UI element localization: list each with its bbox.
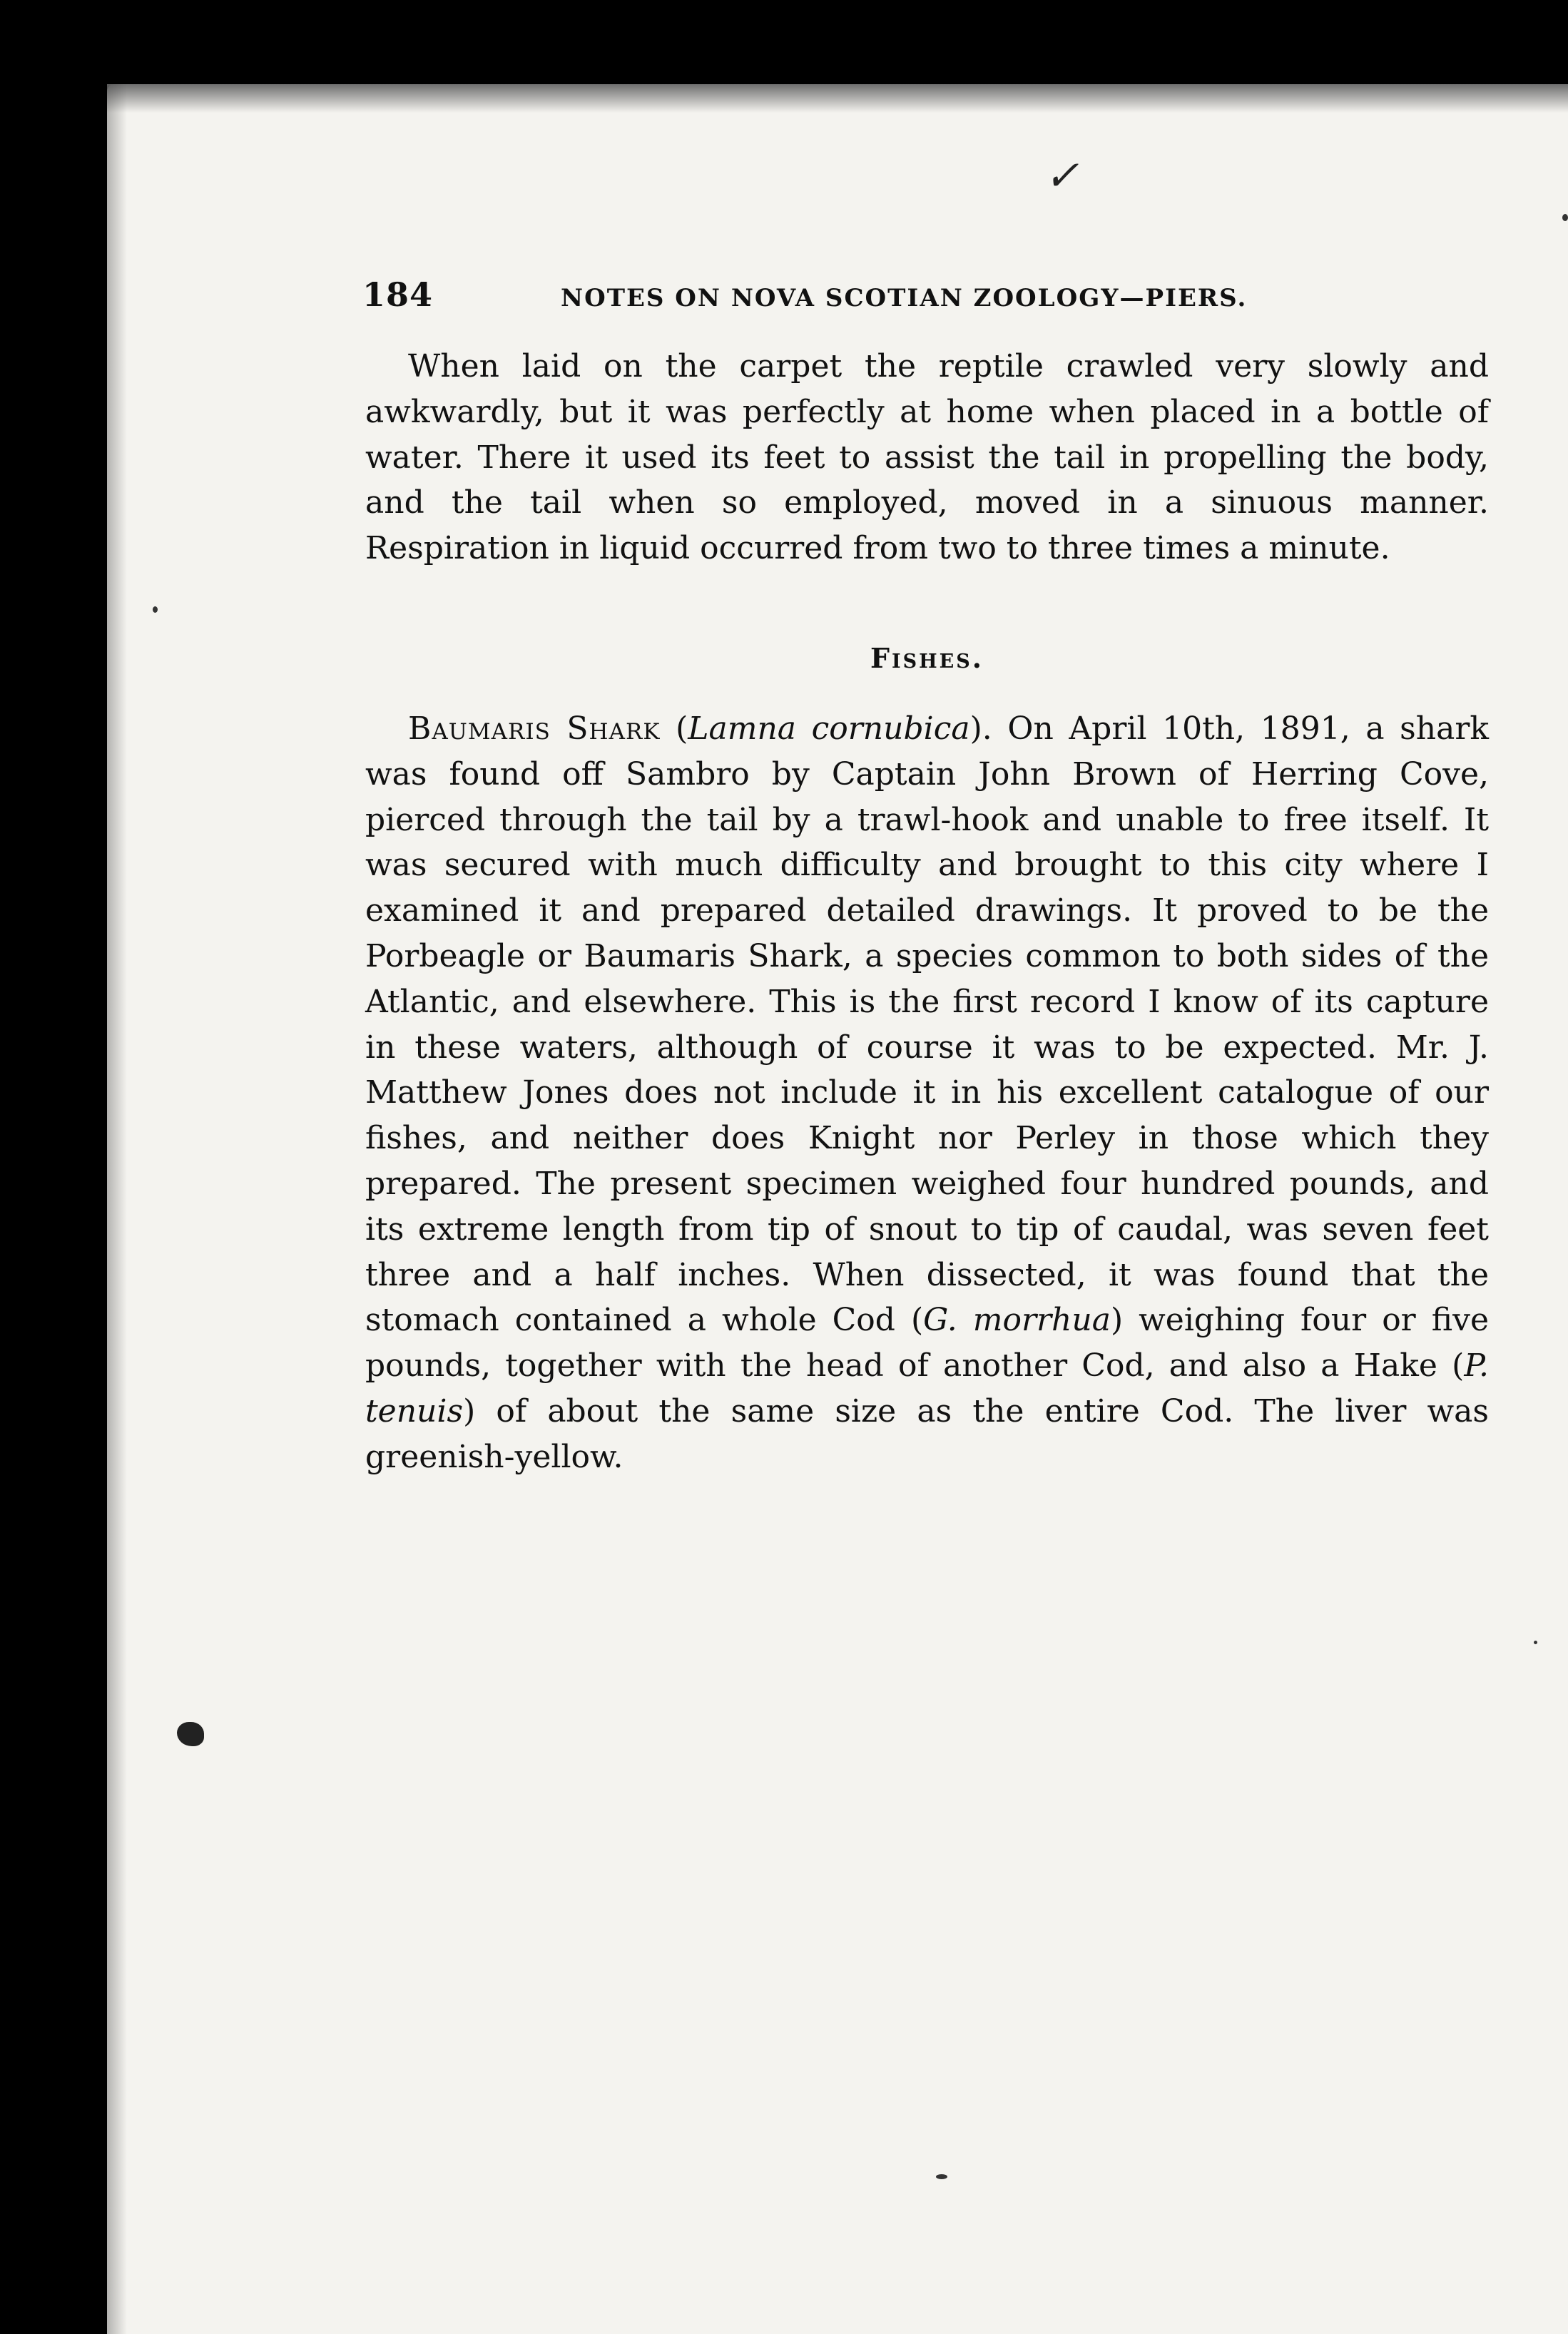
paragraph-reptile: When laid on the carpet the reptile crawled very slowly and awkwardly, but it was perfectly at home when placed in a bottle of water. There it used its feet to assist the tail in propelling the body, and the tail when so employed, moved in a sinuous manner. Respiration in liquid occurred from two to three times a minute.	[365, 348, 1489, 567]
ink-blot	[177, 1722, 204, 1746]
paragraph-text-part-3: of about the same size as the entire Cod. The liver was greenish-yellow.	[365, 1392, 1489, 1475]
paragraph-text-part-2: weighing four or five pounds, together with the head of another Cod, and also a Hake	[365, 1302, 1489, 1385]
paragraph-text-part-1: On April 10th, 1891, a shark was found off Sambro by Captain John Brown of Herring Cove, pierced through the tail by a trawl-hook and unable to free itself. It was secured with much difficulty and brought to this city where I examined it and prepared detailed drawings. It proved to be the Porbeagle or Baumaris Shark, a species common to both sides of the Atlantic, and elsewhere. This is the first record I know of its capture in these waters, although of course it was to be expected. Mr. J. Matthew Jones does not include it in his excellent catalogue of our fishes, and neither does Knight nor Perley in those which they prepared. The present specimen weighed four hundred pounds, and its extreme length from tip of snout to tip of caudal, was seven feet three and a half inches. When dissected, it was found that the stomach contained a whole Cod	[365, 710, 1490, 1339]
pencil-check-mark: ✓	[1044, 151, 1079, 200]
hake-scientific-name: P. tenuis	[365, 1347, 1489, 1430]
page-header	[362, 275, 1383, 318]
cod-scientific-name: G. morrhua	[923, 1302, 1111, 1339]
binding-shadow	[107, 84, 127, 2334]
page-number: 184	[362, 275, 434, 314]
dust-speck	[936, 2174, 947, 2179]
section-heading-fishes: Fishes.	[870, 642, 984, 674]
dust-speck	[1562, 214, 1568, 221]
dust-speck	[153, 606, 158, 613]
species-common-name: Baumaris Shark	[408, 710, 661, 747]
scan-top-edge	[107, 84, 1568, 113]
running-head: NOTES ON NOVA SCOTIAN ZOOLOGY—PIERS.	[561, 284, 1248, 312]
dust-speck	[1534, 1641, 1537, 1644]
species-scientific-name: Lamna cornubica	[688, 710, 970, 747]
paragraph-baumaris-shark: Baumaris Shark (Lamna cornubica). On April 10th, 1891, a shark was found off Sambro by Captain John Brown of Herring Cove, pierced through the tail by a trawl-hook and unable to free itself. It was secured with much difficulty and brought to this city where I examined it and prepared detailed drawings. It proved to be the Porbeagle or Baumaris Shark, a species common to both sides of the Atlantic, and elsewhere. This is the first record I know of its capture in these waters, although of course it was to be expected. Mr. J. Matthew Jones does not include it in his excellent catalogue of our fishes, and neither does Knight nor Perley in those which they prepared. The present specimen weighed four hundred pounds, and its extreme length from tip of snout to tip of caudal, was seven feet three and a half inches. When dissected, it was found that the stomach contained a whole Cod (G. morrhua) weighing four or five pounds, together with the head of another Cod, and also a Hake (P. tenuis) of about the same size as the entire Cod. The liver was greenish-yellow.	[365, 710, 1490, 1475]
